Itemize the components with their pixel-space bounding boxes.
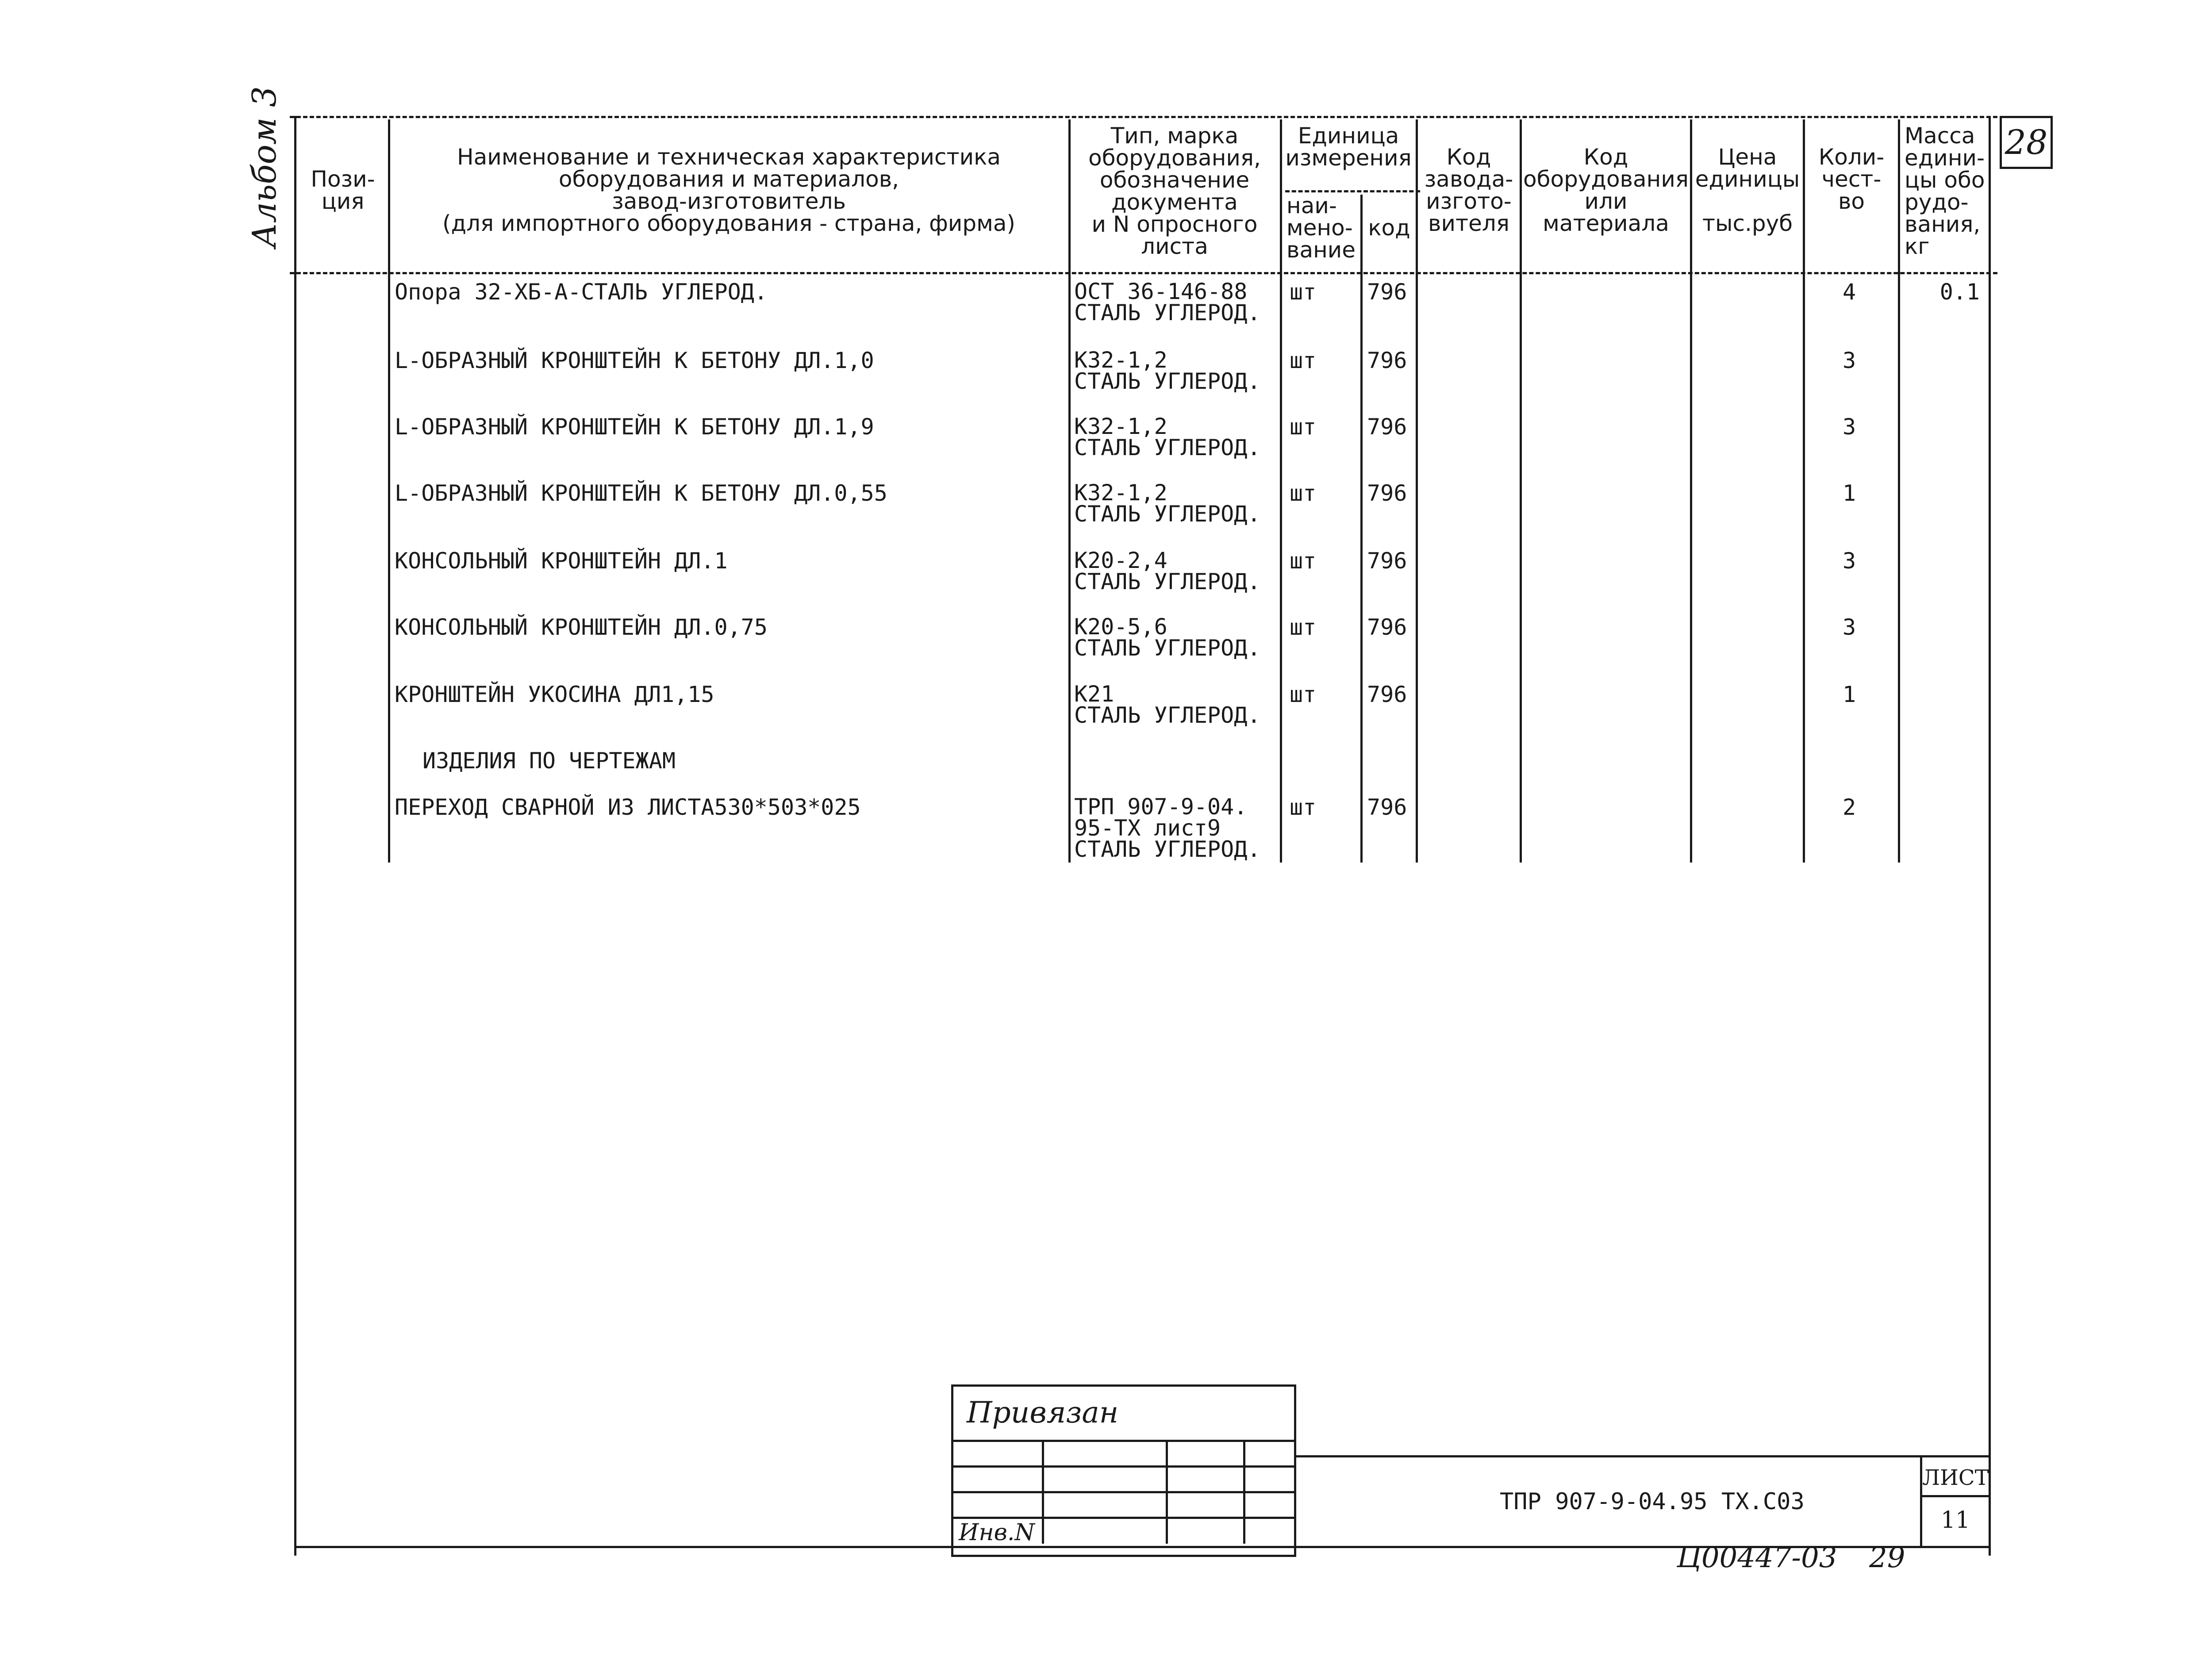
row-qty: 4 xyxy=(1842,279,1856,305)
row-unit: шт xyxy=(1290,480,1317,506)
row-qty: 3 xyxy=(1842,414,1856,440)
stamp-line xyxy=(1042,1440,1044,1544)
bound-box xyxy=(951,1384,1296,1557)
row-mass: 0.1 xyxy=(1939,279,1980,305)
row-name: КРОНШТЕЙН УКОСИНА ДЛ1,15 xyxy=(395,682,714,707)
header-unit-name: наи- мено- вание xyxy=(1286,193,1356,263)
sheet-number: 11 xyxy=(1940,1507,1970,1534)
stamp-line xyxy=(1243,1440,1245,1544)
row-unit: шт xyxy=(1290,279,1317,305)
row-type: К21 СТАЛЬ УГЛЕРОД. xyxy=(1074,681,1261,728)
section-heading: ИЗДЕЛИЯ ПО ЧЕРТЕЖАМ xyxy=(422,748,676,774)
header-plant-code: Код завода- изгото- вителя xyxy=(1424,144,1513,236)
row-type: ОСТ 36-146-88 СТАЛЬ УГЛЕРОД. xyxy=(1074,279,1261,326)
stamp-top-rule xyxy=(1296,1455,1991,1457)
row-qty: 1 xyxy=(1842,682,1856,707)
margin-note: Альбом 3 xyxy=(246,86,284,248)
row-code: 796 xyxy=(1367,614,1407,640)
col-line xyxy=(1360,195,1363,863)
header-equip-code: Код оборудования или материала xyxy=(1523,144,1689,236)
row-type: К20-2,4 СТАЛЬ УГЛЕРОД. xyxy=(1074,548,1261,594)
corner-number-box xyxy=(2000,116,2053,169)
sheet-label: ЛИСТ xyxy=(1922,1465,1989,1490)
document-code: ТПР 907-9-04.95 ТХ.С03 xyxy=(1500,1488,1805,1515)
header-price: Цена единицы тыс.руб xyxy=(1695,144,1800,236)
col-line xyxy=(1803,119,1805,863)
header-qty: Коли- чест- во xyxy=(1818,144,1885,214)
header-unit: Единица измерения xyxy=(1285,123,1412,171)
header-unit-code: код xyxy=(1368,215,1410,241)
col-line xyxy=(294,116,296,1556)
row-unit: шт xyxy=(1290,794,1317,820)
row-code: 796 xyxy=(1367,794,1407,820)
row-qty: 1 xyxy=(1842,480,1856,506)
bound-label: Привязан xyxy=(967,1396,1119,1430)
row-code: 796 xyxy=(1367,414,1407,440)
row-type: К32-1,2 СТАЛЬ УГЛЕРОД. xyxy=(1074,347,1261,394)
header-name: Наименование и техническая характеристика оборудования и материалов, завод-изготовитель (для импортного оборудования - страна, фирма) xyxy=(442,144,1016,236)
table-top-rule xyxy=(290,116,1997,118)
header-type: Тип, марка оборудования, обозначение документа и N опросного листа xyxy=(1088,123,1261,259)
row-code: 796 xyxy=(1367,548,1407,574)
row-unit: шт xyxy=(1290,614,1317,640)
row-name: КОНСОЛЬНЫЙ КРОНШТЕЙН ДЛ.0,75 xyxy=(395,614,768,640)
row-code: 796 xyxy=(1367,348,1407,373)
row-code: 796 xyxy=(1367,480,1407,506)
row-unit: шт xyxy=(1290,348,1317,373)
row-name: L-ОБРАЗНЫЙ КРОНШТЕЙН К БЕТОНУ ДЛ.0,55 xyxy=(395,480,887,506)
row-type: К32-1,2 СТАЛЬ УГЛЕРОД. xyxy=(1074,414,1261,460)
row-name: ПЕРЕХОД СВАРНОЙ ИЗ ЛИСТА530*503*025 xyxy=(395,794,861,820)
row-qty: 3 xyxy=(1842,614,1856,640)
row-type: К32-1,2 СТАЛЬ УГЛЕРОД. xyxy=(1074,480,1261,527)
col-line xyxy=(1989,116,1991,1556)
row-name: Опора 32-ХБ-А-СТАЛЬ УГЛЕРОД. xyxy=(395,279,768,305)
row-name: L-ОБРАЗНЫЙ КРОНШТЕЙН К БЕТОНУ ДЛ.1,9 xyxy=(395,414,874,440)
sheet-box xyxy=(1920,1455,1991,1548)
col-line xyxy=(388,119,390,863)
stamp-line xyxy=(1922,1495,1991,1497)
row-type: ТРП 907-9-04. 95-ТХ лист9 СТАЛЬ УГЛЕРОД. xyxy=(1074,794,1261,862)
row-code: 796 xyxy=(1367,279,1407,305)
row-name: L-ОБРАЗНЫЙ КРОНШТЕЙН К БЕТОНУ ДЛ.1,0 xyxy=(395,348,874,373)
row-qty: 2 xyxy=(1842,794,1856,820)
header-bottom-rule xyxy=(290,272,1997,274)
row-unit: шт xyxy=(1290,548,1317,574)
row-unit: шт xyxy=(1290,414,1317,440)
row-type: К20-5,6 СТАЛЬ УГЛЕРОД. xyxy=(1074,614,1261,661)
archive-number: Ц00447-03 xyxy=(1677,1541,1837,1574)
inv-label: Инв.N xyxy=(959,1519,1035,1546)
row-code: 796 xyxy=(1367,682,1407,707)
row-unit: шт xyxy=(1290,682,1317,707)
corner-number: 28 xyxy=(2005,123,2048,162)
header-position: Пози- ция xyxy=(311,166,375,214)
unit-divider xyxy=(1285,190,1420,192)
page-number: 29 xyxy=(1869,1541,1905,1574)
header-mass: Масса едини- цы обо рудо- вания, кг xyxy=(1905,123,1985,259)
row-qty: 3 xyxy=(1842,348,1856,373)
stamp-line xyxy=(1166,1440,1168,1544)
row-qty: 3 xyxy=(1842,548,1856,574)
row-name: КОНСОЛЬНЫЙ КРОНШТЕЙН ДЛ.1 xyxy=(395,548,728,574)
